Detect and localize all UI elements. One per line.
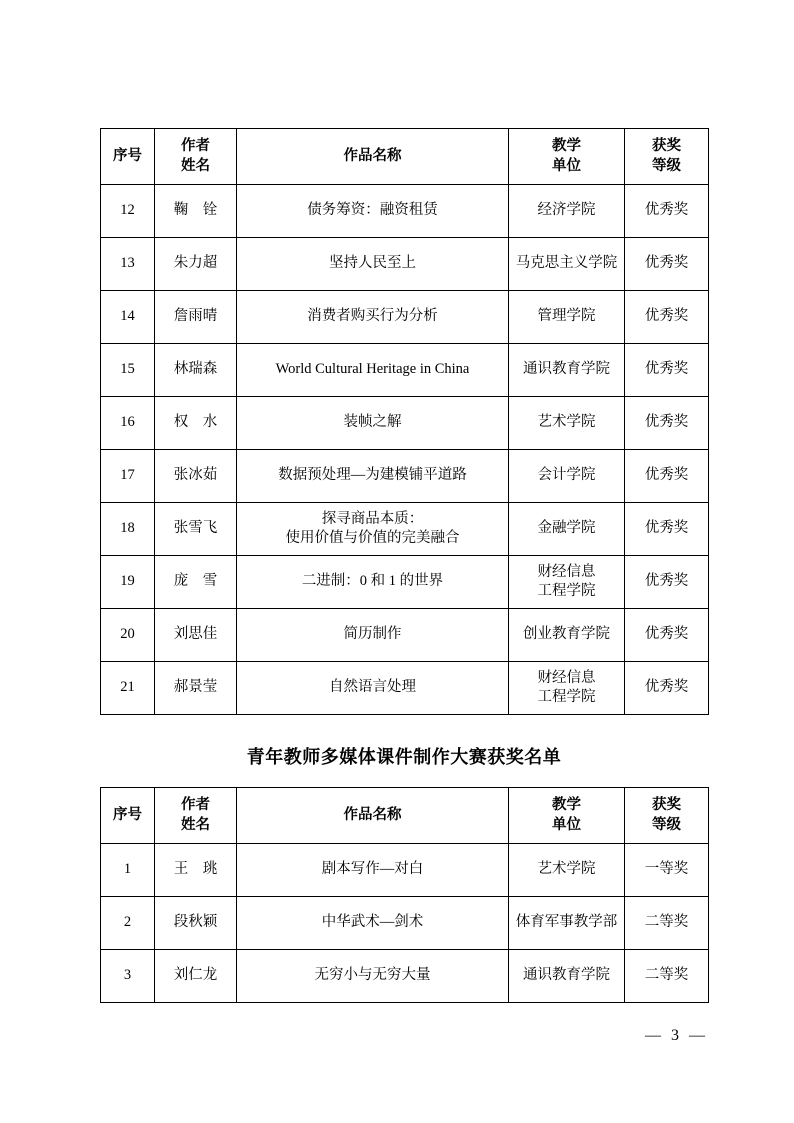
multimedia-courseware-award-table-continued (100, 128, 709, 715)
cell-award-level: 二等奖 (625, 950, 709, 1003)
cell-work-title: 中华武术—剑术 (237, 897, 509, 950)
cell-author-name: 詹雨晴 (155, 291, 237, 344)
header-cell-level (625, 788, 709, 844)
cell-work-title (237, 503, 509, 556)
table-row (101, 950, 709, 1003)
page-number: — 3 — (645, 1027, 708, 1044)
cell-serial-number: 16 (101, 397, 155, 450)
header-author-line1: 作者 (181, 797, 210, 814)
cell-award-level: 优秀奖 (625, 609, 709, 662)
table-row (101, 662, 709, 715)
cell-award-level: 优秀奖 (625, 450, 709, 503)
cell-author-name: 段秋颖 (155, 897, 237, 950)
header-cell-author (155, 788, 237, 844)
cell-author-name: 刘思佳 (155, 609, 237, 662)
cell-teaching-unit: 金融学院 (509, 503, 625, 556)
cell-award-level: 优秀奖 (625, 503, 709, 556)
cell-author-name: 林瑞森 (155, 344, 237, 397)
cell-author-name: 权 水 (155, 397, 237, 450)
cell-line: 财经信息 (537, 563, 596, 580)
header-level-line2: 等级 (652, 816, 681, 833)
table-header-row (101, 129, 709, 185)
header-unit-line2: 单位 (552, 157, 581, 174)
header-cell-author (155, 129, 237, 185)
cell-serial-number: 1 (101, 844, 155, 897)
cell-work-title: 消费者购买行为分析 (237, 291, 509, 344)
header-author-line1: 作者 (181, 138, 210, 154)
header-cell-no: 序号 (101, 129, 155, 185)
table-row (101, 609, 709, 662)
cell-award-level: 优秀奖 (625, 662, 709, 715)
cell-teaching-unit: 经济学院 (509, 185, 625, 238)
cell-author-name: 鞠 铨 (155, 185, 237, 238)
cell-award-level: 优秀奖 (625, 344, 709, 397)
cell-serial-number: 17 (101, 450, 155, 503)
header-cell-no: 序号 (101, 788, 155, 844)
cell-work-title: 数据预处理—为建模铺平道路 (237, 450, 509, 503)
table-row (101, 844, 709, 897)
cell-serial-number: 20 (101, 609, 155, 662)
table-row (101, 238, 709, 291)
table-row (101, 344, 709, 397)
header-cell-unit (509, 129, 625, 185)
cell-serial-number: 21 (101, 662, 155, 715)
cell-work-title: 自然语言处理 (237, 662, 509, 715)
cell-teaching-unit: 体育军事教学部 (509, 897, 625, 950)
cell-author-name: 王 珧 (155, 844, 237, 897)
header-unit-line1: 教学 (552, 138, 581, 154)
cell-award-level: 优秀奖 (625, 291, 709, 344)
cell-teaching-unit: 管理学院 (509, 291, 625, 344)
cell-author-name: 刘仁龙 (155, 950, 237, 1003)
table1-body (101, 185, 709, 715)
cell-serial-number: 14 (101, 291, 155, 344)
header-cell-work: 作品名称 (237, 788, 509, 844)
cell-teaching-unit: 会计学院 (509, 450, 625, 503)
cell-award-level: 二等奖 (625, 897, 709, 950)
cell-author-name: 张冰茹 (155, 450, 237, 503)
cell-author-name: 朱力超 (155, 238, 237, 291)
cell-teaching-unit: 创业教育学院 (509, 609, 625, 662)
table-row (101, 397, 709, 450)
header-level-line1: 获奖 (652, 797, 681, 814)
cell-award-level: 优秀奖 (625, 397, 709, 450)
table1-header (101, 129, 709, 185)
table-row (101, 291, 709, 344)
cell-teaching-unit: 艺术学院 (509, 844, 625, 897)
cell-author-name: 庞 雪 (155, 556, 237, 609)
cell-teaching-unit: 通识教育学院 (509, 344, 625, 397)
table-row (101, 503, 709, 556)
table2-body (101, 844, 709, 1003)
table-row (101, 556, 709, 609)
cell-author-name: 郝景莹 (155, 662, 237, 715)
table-row (101, 185, 709, 238)
cell-work-title: World Cultural Heritage in China (237, 344, 509, 397)
cell-serial-number: 18 (101, 503, 155, 556)
cell-award-level: 优秀奖 (625, 556, 709, 609)
cell-award-level: 优秀奖 (625, 238, 709, 291)
cell-serial-number: 2 (101, 897, 155, 950)
cell-work-title: 坚持人民至上 (237, 238, 509, 291)
cell-line: 工程学院 (537, 689, 596, 706)
cell-teaching-unit (509, 556, 625, 609)
header-author-line2: 姓名 (181, 157, 210, 174)
cell-work-title: 简历制作 (237, 609, 509, 662)
section-title: 青年教师多媒体课件制作大赛获奖名单 (246, 747, 562, 769)
cell-serial-number: 15 (101, 344, 155, 397)
cell-work-title: 装帧之解 (237, 397, 509, 450)
cell-work-title: 无穷小与无穷大量 (237, 950, 509, 1003)
header-cell-level (625, 129, 709, 185)
header-level-line1: 获奖 (652, 138, 681, 154)
header-cell-work: 作品名称 (237, 129, 509, 185)
cell-work-title: 二进制：0 和 1 的世界 (237, 556, 509, 609)
cell-line: 财经信息 (537, 669, 596, 686)
cell-teaching-unit: 马克思主义学院 (509, 238, 625, 291)
cell-serial-number: 12 (101, 185, 155, 238)
cell-line: 使用价值与价值的完美融合 (285, 530, 460, 547)
header-unit-line2: 单位 (552, 816, 581, 833)
table-header-row (101, 788, 709, 844)
cell-work-title: 剧本写作—对白 (237, 844, 509, 897)
cell-award-level: 一等奖 (625, 844, 709, 897)
table-row (101, 897, 709, 950)
cell-serial-number: 3 (101, 950, 155, 1003)
cell-award-level: 优秀奖 (625, 185, 709, 238)
cell-serial-number: 13 (101, 238, 155, 291)
table-row (101, 450, 709, 503)
cell-teaching-unit: 通识教育学院 (509, 950, 625, 1003)
cell-serial-number: 19 (101, 556, 155, 609)
cell-author-name: 张雪飞 (155, 503, 237, 556)
header-unit-line1: 教学 (552, 797, 581, 814)
header-level-line2: 等级 (652, 157, 681, 174)
cell-work-title: 债务筹资：融资租赁 (237, 185, 509, 238)
cell-teaching-unit: 艺术学院 (509, 397, 625, 450)
cell-teaching-unit (509, 662, 625, 715)
cell-line: 探寻商品本质： (321, 510, 424, 527)
young-teacher-multimedia-award-table (100, 787, 709, 1003)
header-author-line2: 姓名 (181, 816, 210, 833)
cell-line: 工程学院 (537, 583, 596, 600)
header-cell-unit (509, 788, 625, 844)
table2-header (101, 788, 709, 844)
